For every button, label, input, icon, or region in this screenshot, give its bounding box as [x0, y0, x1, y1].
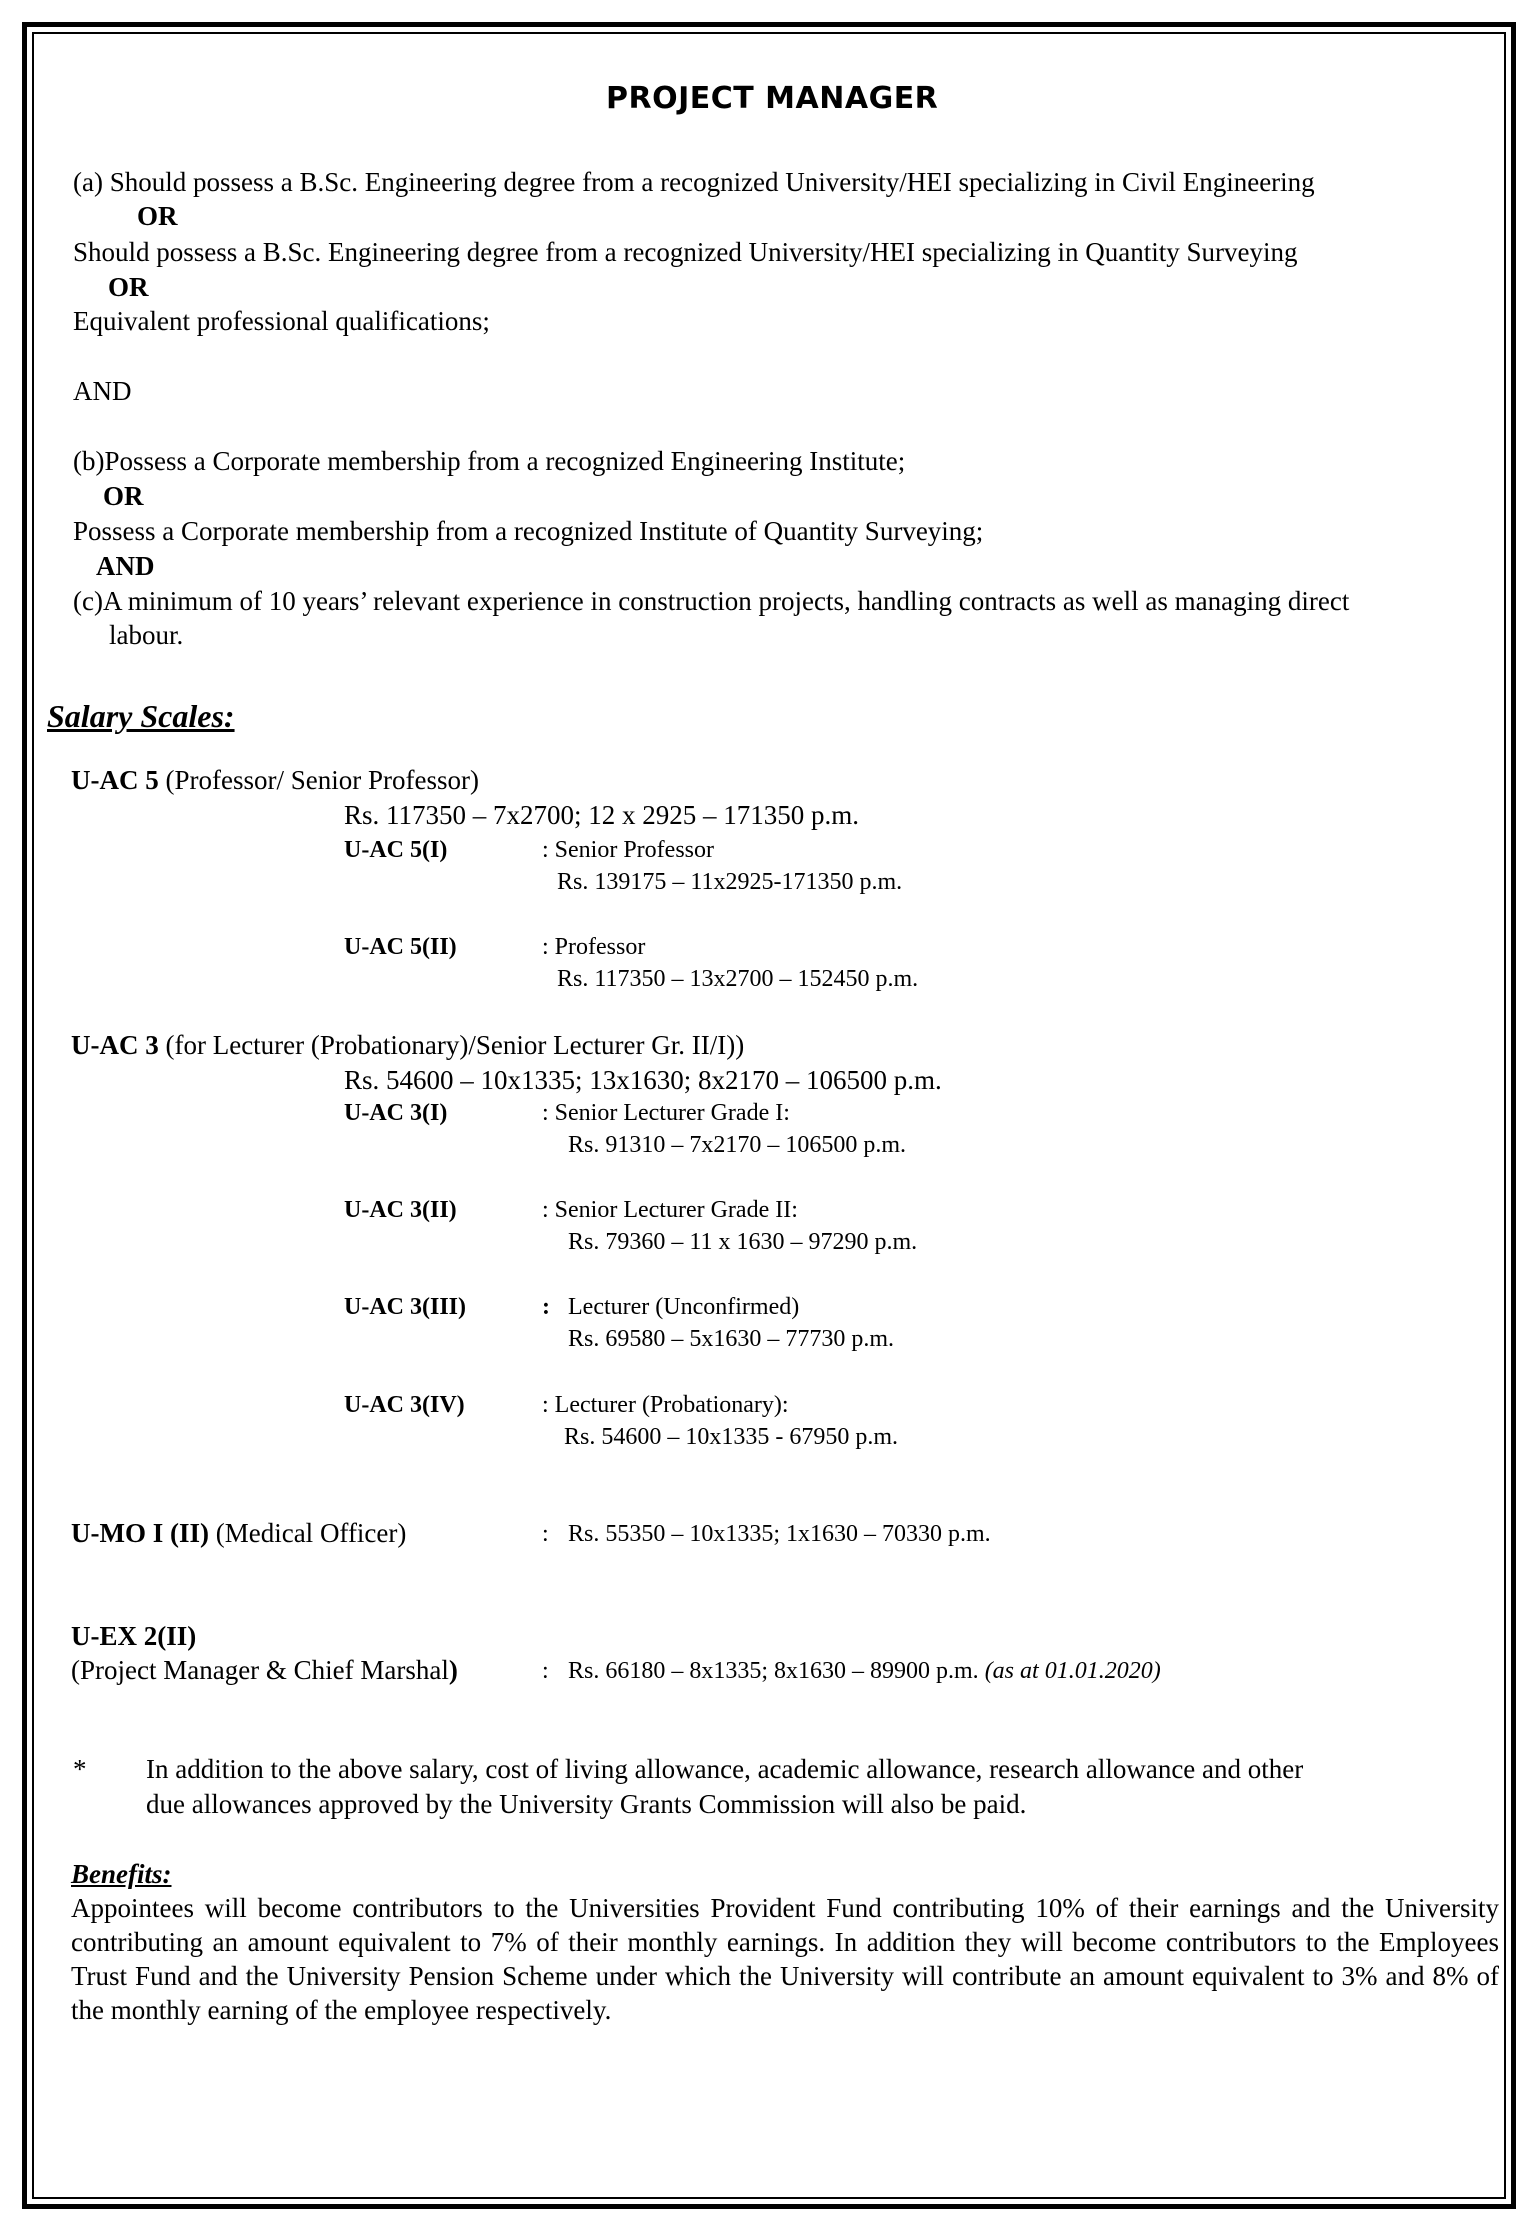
uac3-3-code: U-AC 3(III): [344, 1294, 466, 1320]
uac5-1-code: U-AC 5(I): [344, 837, 448, 863]
uac3-1-name: : Senior Lecturer Grade I:: [542, 1100, 790, 1126]
qualification-b-line1: (b)Possess a Corporate membership from a recognized Engineering Institute;: [73, 446, 906, 476]
note-line1: In addition to the above salary, cost of living allowance, academic allowance, research allowance and other: [146, 1754, 1304, 1784]
page-title: PROJECT MANAGER: [606, 81, 939, 116]
uac3-4-scale: Rs. 54600 – 10x1335 - 67950 p.m.: [564, 1424, 899, 1450]
uex-desc-text: (Project Manager & Chief Marshal: [71, 1655, 449, 1685]
qualification-a-line2: Should possess a B.Sc. Engineering degree from a recognized University/HEI specializing in Quantity Surveying: [73, 237, 1298, 267]
uex-code: U-EX 2(II): [71, 1621, 197, 1651]
uac3-1-scale: Rs. 91310 – 7x2170 – 106500 p.m.: [568, 1132, 907, 1158]
or-separator: OR: [137, 201, 178, 231]
benefits-text: Appointees will become contributors to the Universities Provident Fund contributing 10% of their earnings and the University contributing an amount equivalent to 7% of their monthly earnings. In addition they will become contributors to the Employees Trust Fund and the University Pension Scheme under which the University will contribute an amount equivalent to 3% and 8% of the monthly earning of the employee respectively.: [71, 1893, 1499, 2025]
umo-scale: Rs. 55350 – 10x1335; 1x1630 – 70330 p.m.: [568, 1521, 991, 1547]
uac3-4-name: : Lecturer (Probationary):: [542, 1392, 789, 1418]
and-separator: AND: [96, 551, 155, 581]
or-separator: OR: [108, 272, 149, 302]
uex-desc: [71, 1657, 458, 1684]
uex-scale-text: Rs. 66180 – 8x1335; 8x1630 – 89900 p.m.: [568, 1658, 979, 1684]
uac3-scale: Rs. 54600 – 10x1335; 13x1630; 8x2170 – 106500 p.m.: [344, 1065, 942, 1095]
uac5-desc: (Professor/ Senior Professor): [158, 765, 479, 795]
uac3-code: U-AC 3: [71, 1030, 159, 1060]
uac3-2-scale: Rs. 79360 – 11 x 1630 – 97290 p.m.: [568, 1229, 918, 1255]
uex-desc-close: ): [448, 1655, 458, 1685]
or-separator: OR: [103, 481, 144, 511]
uac3-header: [71, 1032, 744, 1059]
qualification-a-line1: (a) Should possess a B.Sc. Engineering degree from a recognized University/HEI specializing in Civil Engineering: [73, 167, 1315, 197]
uac5-code: U-AC 5: [71, 765, 159, 795]
uac5-2-name: : Professor: [542, 934, 646, 960]
uac3-3-name: Lecturer (Unconfirmed): [568, 1294, 800, 1320]
uac5-header: [71, 767, 479, 794]
umo-header: [71, 1520, 406, 1547]
note-line2: due allowances approved by the University Grants Commission will also be paid.: [146, 1789, 1027, 1819]
uac3-3-colon: :: [542, 1294, 550, 1320]
salary-scales-heading: Salary Scales:: [47, 698, 235, 734]
uac3-4-code: U-AC 3(IV): [344, 1392, 465, 1418]
uac3-3-scale: Rs. 69580 – 5x1630 – 77730 p.m.: [568, 1326, 895, 1352]
note-marker: *: [73, 1754, 87, 1784]
qualification-a-line3: Equivalent professional qualifications;: [73, 306, 490, 336]
uac5-scale: Rs. 117350 – 7x2700; 12 x 2925 – 171350 p.m.: [344, 800, 860, 830]
umo-colon: :: [542, 1521, 549, 1547]
uex-note: (as at 01.01.2020): [984, 1658, 1161, 1684]
umo-desc: (Medical Officer): [208, 1518, 407, 1548]
uac5-1-scale: Rs. 139175 – 11x2925-171350 p.m.: [557, 869, 903, 895]
uac3-desc: (for Lecturer (Probationary)/Senior Lecturer Gr. II/I)): [158, 1030, 745, 1060]
uac5-2-code: U-AC 5(II): [344, 934, 457, 960]
benefits-heading: Benefits:: [71, 1859, 172, 1889]
qualification-c-line1: (c)A minimum of 10 years’ relevant experience in construction projects, handling contracts as well as managing direct: [73, 586, 1350, 616]
uac3-1-code: U-AC 3(I): [344, 1100, 448, 1126]
uac5-2-scale: Rs. 117350 – 13x2700 – 152450 p.m.: [557, 966, 919, 992]
uac3-2-code: U-AC 3(II): [344, 1197, 457, 1223]
and-separator: AND: [73, 376, 132, 406]
qualification-c-line2: labour.: [109, 620, 184, 650]
qualification-b-line2: Possess a Corporate membership from a recognized Institute of Quantity Surveying;: [73, 516, 984, 546]
uac3-2-name: : Senior Lecturer Grade II:: [542, 1197, 798, 1223]
uac5-1-name: : Senior Professor: [542, 837, 714, 863]
uex-scale: [568, 1659, 1161, 1683]
uex-colon: :: [542, 1658, 549, 1684]
umo-code: U-MO I (II): [71, 1518, 209, 1548]
